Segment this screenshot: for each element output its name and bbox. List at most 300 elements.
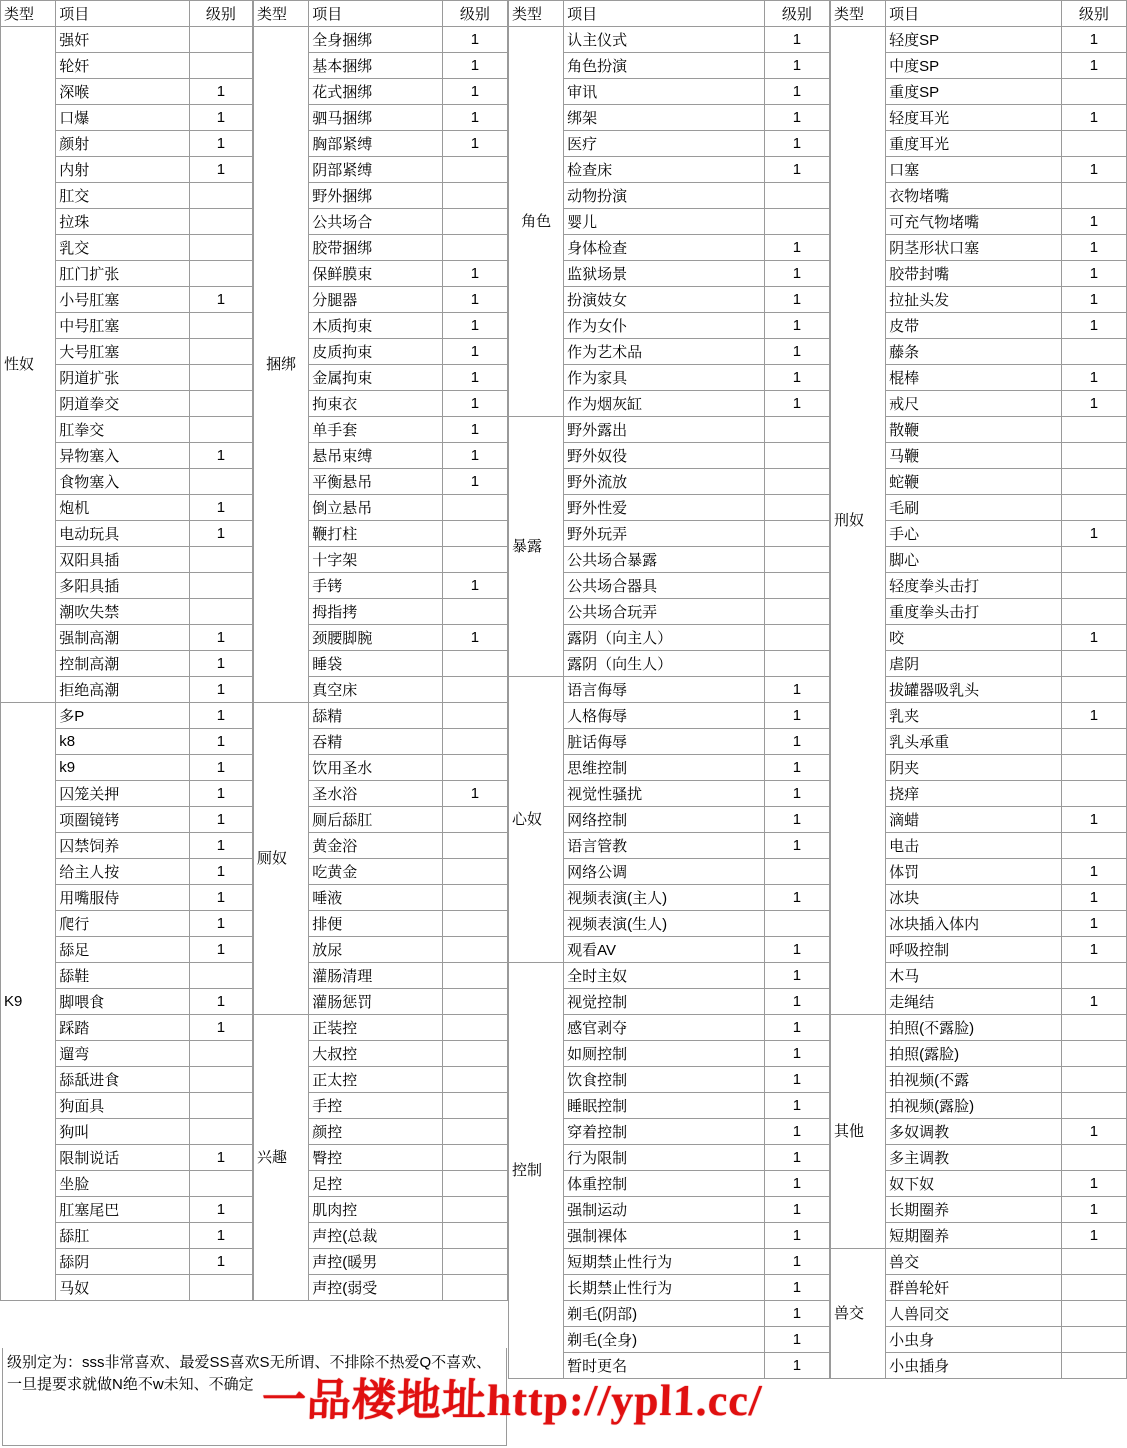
- level-value[interactable]: [442, 599, 507, 625]
- level-value[interactable]: 1: [1061, 859, 1126, 885]
- item-label: 正装控: [309, 1015, 443, 1041]
- item-label: 感官剥夺: [564, 1015, 765, 1041]
- level-value[interactable]: [442, 157, 507, 183]
- level-value[interactable]: 1: [764, 27, 829, 53]
- item-label: 颜射: [56, 131, 190, 157]
- level-value[interactable]: [1061, 781, 1126, 807]
- level-value[interactable]: [189, 1093, 252, 1119]
- level-value[interactable]: 1: [189, 833, 252, 859]
- level-value[interactable]: [1061, 963, 1126, 989]
- item-label: 项圈镜铐: [56, 807, 190, 833]
- level-value[interactable]: [442, 1015, 507, 1041]
- level-value[interactable]: [442, 807, 507, 833]
- item-label: 倒立悬吊: [309, 495, 443, 521]
- level-value[interactable]: 1: [1061, 1171, 1126, 1197]
- data-table: [508, 0, 830, 1379]
- category-label: 性奴: [1, 27, 56, 703]
- level-value[interactable]: [189, 1275, 252, 1301]
- level-value[interactable]: [1061, 599, 1126, 625]
- level-value[interactable]: 1: [764, 1093, 829, 1119]
- item-label: 脚喂食: [56, 989, 190, 1015]
- level-value[interactable]: 1: [442, 53, 507, 79]
- level-value[interactable]: 1: [442, 27, 507, 53]
- level-value[interactable]: 1: [1061, 105, 1126, 131]
- level-value[interactable]: [442, 885, 507, 911]
- level-value[interactable]: 1: [764, 833, 829, 859]
- item-label: 肌肉控: [309, 1197, 443, 1223]
- level-value[interactable]: [189, 1119, 252, 1145]
- item-label: 全时主奴: [564, 963, 765, 989]
- level-value[interactable]: 1: [764, 1171, 829, 1197]
- level-value[interactable]: 1: [1061, 27, 1126, 53]
- item-label: 长期圈养: [886, 1197, 1062, 1223]
- level-value[interactable]: 1: [764, 963, 829, 989]
- level-value[interactable]: 1: [442, 339, 507, 365]
- level-value[interactable]: 1: [1061, 235, 1126, 261]
- level-value[interactable]: [442, 1223, 507, 1249]
- table-row[interactable]: [831, 27, 1127, 53]
- level-value[interactable]: [1061, 1067, 1126, 1093]
- item-label: 舔阴: [56, 1249, 190, 1275]
- level-value[interactable]: 1: [442, 469, 507, 495]
- item-label: 肛塞尾巴: [56, 1197, 190, 1223]
- level-value[interactable]: 1: [764, 781, 829, 807]
- item-label: 野外性爱: [564, 495, 765, 521]
- level-value[interactable]: [764, 625, 829, 651]
- level-value[interactable]: [764, 183, 829, 209]
- level-value[interactable]: 1: [189, 1015, 252, 1041]
- item-label: 睡袋: [309, 651, 443, 677]
- level-value[interactable]: [189, 1067, 252, 1093]
- item-label: 视频表演(生人): [564, 911, 765, 937]
- level-value[interactable]: [442, 833, 507, 859]
- category-label: 捆绑: [254, 27, 309, 703]
- item-label: 野外捆绑: [309, 183, 443, 209]
- level-value[interactable]: [764, 573, 829, 599]
- item-label: 如厕控制: [564, 1041, 765, 1067]
- level-value[interactable]: [442, 1067, 507, 1093]
- level-value[interactable]: 1: [1061, 261, 1126, 287]
- level-value[interactable]: 1: [764, 885, 829, 911]
- level-value[interactable]: 1: [764, 1275, 829, 1301]
- item-label: 食物塞入: [56, 469, 190, 495]
- level-value[interactable]: 1: [764, 53, 829, 79]
- level-value[interactable]: 1: [442, 391, 507, 417]
- column-header-category: 类型: [1, 1, 56, 27]
- level-value[interactable]: [1061, 1041, 1126, 1067]
- level-value[interactable]: [1061, 1275, 1126, 1301]
- item-label: 动物扮演: [564, 183, 765, 209]
- level-value[interactable]: [764, 209, 829, 235]
- level-value[interactable]: [442, 495, 507, 521]
- item-label: 双阳具插: [56, 547, 190, 573]
- table-row[interactable]: [509, 677, 830, 703]
- item-label: 炮机: [56, 495, 190, 521]
- level-value[interactable]: [1061, 1301, 1126, 1327]
- level-value[interactable]: [1061, 183, 1126, 209]
- level-value[interactable]: 1: [764, 261, 829, 287]
- level-value[interactable]: 1: [764, 313, 829, 339]
- level-value[interactable]: [189, 365, 252, 391]
- level-value[interactable]: [1061, 79, 1126, 105]
- level-value[interactable]: 1: [189, 1197, 252, 1223]
- level-value[interactable]: [442, 937, 507, 963]
- item-label: 兽交: [886, 1249, 1062, 1275]
- level-value[interactable]: 1: [764, 1249, 829, 1275]
- item-label: 思维控制: [564, 755, 765, 781]
- item-label: 金属拘束: [309, 365, 443, 391]
- level-value[interactable]: 1: [764, 1041, 829, 1067]
- item-label: 颈腰脚腕: [309, 625, 443, 651]
- level-value[interactable]: 1: [189, 807, 252, 833]
- level-value[interactable]: 1: [764, 1119, 829, 1145]
- table-header-row: [831, 1, 1127, 27]
- level-value[interactable]: 1: [764, 105, 829, 131]
- level-value[interactable]: 1: [189, 1249, 252, 1275]
- level-value[interactable]: 1: [764, 235, 829, 261]
- table-row[interactable]: [509, 27, 830, 53]
- level-value[interactable]: [764, 599, 829, 625]
- level-value[interactable]: [442, 209, 507, 235]
- item-label: 散鞭: [886, 417, 1062, 443]
- level-value[interactable]: 1: [1061, 365, 1126, 391]
- item-label: 剃毛(全身): [564, 1327, 765, 1353]
- level-value[interactable]: 1: [1061, 885, 1126, 911]
- level-value[interactable]: [1061, 547, 1126, 573]
- level-value[interactable]: [189, 53, 252, 79]
- item-label: 睡眠控制: [564, 1093, 765, 1119]
- level-value[interactable]: 1: [442, 79, 507, 105]
- level-value[interactable]: [442, 729, 507, 755]
- item-label: 吞精: [309, 729, 443, 755]
- item-label: 马鞭: [886, 443, 1062, 469]
- level-value[interactable]: [442, 1171, 507, 1197]
- level-value[interactable]: 1: [764, 1067, 829, 1093]
- level-value[interactable]: [764, 417, 829, 443]
- level-value[interactable]: 1: [1061, 1197, 1126, 1223]
- item-label: 拔罐器吸乳头: [886, 677, 1062, 703]
- level-value[interactable]: 1: [1061, 911, 1126, 937]
- level-value[interactable]: 1: [1061, 313, 1126, 339]
- level-value[interactable]: [764, 521, 829, 547]
- level-value[interactable]: 1: [1061, 157, 1126, 183]
- level-value[interactable]: [189, 417, 252, 443]
- item-label: 阴茎形状口塞: [886, 235, 1062, 261]
- item-label: 短期禁止性行为: [564, 1249, 765, 1275]
- level-value[interactable]: [1061, 677, 1126, 703]
- category-label: 厕奴: [254, 703, 309, 1015]
- level-value[interactable]: [1061, 573, 1126, 599]
- level-value[interactable]: [442, 183, 507, 209]
- level-value[interactable]: 1: [442, 105, 507, 131]
- level-value[interactable]: 1: [764, 1353, 829, 1379]
- level-value[interactable]: [764, 469, 829, 495]
- level-value[interactable]: 1: [189, 521, 252, 547]
- level-value[interactable]: 1: [189, 443, 252, 469]
- level-value[interactable]: 1: [764, 1015, 829, 1041]
- level-value[interactable]: 1: [189, 729, 252, 755]
- item-label: 棍棒: [886, 365, 1062, 391]
- level-value[interactable]: 1: [1061, 209, 1126, 235]
- item-label: 臀控: [309, 1145, 443, 1171]
- level-value[interactable]: 1: [764, 365, 829, 391]
- level-value[interactable]: 1: [764, 937, 829, 963]
- item-label: 阴部紧缚: [309, 157, 443, 183]
- level-value[interactable]: 1: [764, 807, 829, 833]
- level-value[interactable]: [442, 755, 507, 781]
- column-header-category: 类型: [254, 1, 309, 27]
- level-value[interactable]: [1061, 729, 1126, 755]
- level-value[interactable]: [189, 963, 252, 989]
- level-value[interactable]: 1: [189, 677, 252, 703]
- level-value[interactable]: 1: [1061, 391, 1126, 417]
- level-value[interactable]: [1061, 1327, 1126, 1353]
- level-value[interactable]: 1: [189, 911, 252, 937]
- item-label: 灌肠清理: [309, 963, 443, 989]
- level-value[interactable]: 1: [442, 573, 507, 599]
- level-value[interactable]: 1: [442, 781, 507, 807]
- level-value[interactable]: [764, 547, 829, 573]
- level-value[interactable]: 1: [189, 1223, 252, 1249]
- level-value[interactable]: 1: [189, 885, 252, 911]
- table-row[interactable]: [509, 417, 830, 443]
- level-value[interactable]: 1: [189, 781, 252, 807]
- level-value[interactable]: [189, 1171, 252, 1197]
- data-table: [830, 0, 1127, 1379]
- level-value[interactable]: [189, 1041, 252, 1067]
- column-block: [0, 0, 253, 1301]
- level-value[interactable]: [442, 651, 507, 677]
- level-value[interactable]: [764, 651, 829, 677]
- item-label: 拇指拷: [309, 599, 443, 625]
- item-label: 用嘴服侍: [56, 885, 190, 911]
- level-value[interactable]: [442, 1119, 507, 1145]
- item-label: 藤条: [886, 339, 1062, 365]
- item-label: 走绳结: [886, 989, 1062, 1015]
- level-value[interactable]: 1: [764, 1145, 829, 1171]
- level-value[interactable]: 1: [764, 287, 829, 313]
- level-value[interactable]: 1: [764, 1197, 829, 1223]
- level-value[interactable]: 1: [189, 755, 252, 781]
- level-value[interactable]: 1: [189, 105, 252, 131]
- level-value[interactable]: [1061, 469, 1126, 495]
- item-label: 体罚: [886, 859, 1062, 885]
- level-value[interactable]: 1: [764, 703, 829, 729]
- level-value[interactable]: 1: [189, 937, 252, 963]
- level-value[interactable]: [1061, 1015, 1126, 1041]
- level-value[interactable]: 1: [764, 1223, 829, 1249]
- level-value[interactable]: 1: [764, 1301, 829, 1327]
- level-value[interactable]: 1: [189, 651, 252, 677]
- item-label: 中度SP: [886, 53, 1062, 79]
- level-value[interactable]: [1061, 1353, 1126, 1379]
- level-value[interactable]: 1: [442, 365, 507, 391]
- level-value[interactable]: [189, 547, 252, 573]
- level-value[interactable]: [442, 1197, 507, 1223]
- level-value[interactable]: 1: [442, 261, 507, 287]
- item-label: 重度耳光: [886, 131, 1062, 157]
- table-row[interactable]: [254, 703, 508, 729]
- level-value[interactable]: 1: [189, 157, 252, 183]
- item-label: 控制高潮: [56, 651, 190, 677]
- level-value[interactable]: [189, 573, 252, 599]
- item-label: 口爆: [56, 105, 190, 131]
- level-value[interactable]: 1: [764, 989, 829, 1015]
- level-value[interactable]: [189, 27, 252, 53]
- item-label: 长期禁止性行为: [564, 1275, 765, 1301]
- level-value[interactable]: [442, 1041, 507, 1067]
- level-value[interactable]: [442, 1275, 507, 1301]
- table-row[interactable]: [1, 703, 253, 729]
- level-value[interactable]: [442, 911, 507, 937]
- level-value[interactable]: [1061, 833, 1126, 859]
- level-value[interactable]: [442, 235, 507, 261]
- level-value[interactable]: 1: [189, 287, 252, 313]
- table-row[interactable]: [831, 1015, 1127, 1041]
- level-value[interactable]: [442, 1145, 507, 1171]
- item-label: 野外露出: [564, 417, 765, 443]
- level-value[interactable]: [764, 911, 829, 937]
- item-label: 人兽同交: [886, 1301, 1062, 1327]
- level-value[interactable]: [1061, 651, 1126, 677]
- level-value[interactable]: [442, 703, 507, 729]
- level-value[interactable]: [442, 963, 507, 989]
- category-label: 兴趣: [254, 1015, 309, 1301]
- level-value[interactable]: [442, 677, 507, 703]
- level-value[interactable]: [189, 599, 252, 625]
- level-value[interactable]: 1: [1061, 521, 1126, 547]
- level-value[interactable]: [442, 859, 507, 885]
- table-row[interactable]: [254, 27, 508, 53]
- table-row[interactable]: [831, 1249, 1127, 1275]
- level-value[interactable]: [189, 261, 252, 287]
- item-label: 小虫插身: [886, 1353, 1062, 1379]
- item-label: 人格侮辱: [564, 703, 765, 729]
- level-value[interactable]: [189, 313, 252, 339]
- level-value[interactable]: [189, 469, 252, 495]
- item-label: 阴道扩张: [56, 365, 190, 391]
- item-label: 检查床: [564, 157, 765, 183]
- column-header-level: 级别: [764, 1, 829, 27]
- level-value[interactable]: 1: [1061, 703, 1126, 729]
- level-value[interactable]: [189, 235, 252, 261]
- level-value[interactable]: [764, 859, 829, 885]
- level-value[interactable]: [189, 391, 252, 417]
- level-value[interactable]: [1061, 495, 1126, 521]
- level-value[interactable]: 1: [1061, 287, 1126, 313]
- level-value[interactable]: 1: [189, 859, 252, 885]
- item-label: 重度SP: [886, 79, 1062, 105]
- item-label: 饮食控制: [564, 1067, 765, 1093]
- level-value[interactable]: [189, 209, 252, 235]
- level-value[interactable]: 1: [1061, 989, 1126, 1015]
- level-value[interactable]: [442, 1249, 507, 1275]
- level-value[interactable]: 1: [1061, 53, 1126, 79]
- level-value[interactable]: [764, 443, 829, 469]
- category-label: 其他: [831, 1015, 886, 1249]
- table-row[interactable]: [1, 27, 253, 53]
- level-value[interactable]: [1061, 755, 1126, 781]
- item-label: 深喉: [56, 79, 190, 105]
- level-value[interactable]: 1: [764, 1327, 829, 1353]
- item-label: 舔鞋: [56, 963, 190, 989]
- table-row[interactable]: [254, 1015, 508, 1041]
- item-label: 踩踏: [56, 1015, 190, 1041]
- level-value[interactable]: 1: [442, 287, 507, 313]
- level-value[interactable]: 1: [189, 703, 252, 729]
- level-value[interactable]: 1: [442, 417, 507, 443]
- item-label: 网络控制: [564, 807, 765, 833]
- item-label: 异物塞入: [56, 443, 190, 469]
- level-value[interactable]: 1: [189, 131, 252, 157]
- level-value[interactable]: [1061, 1093, 1126, 1119]
- level-value[interactable]: [1061, 443, 1126, 469]
- level-value[interactable]: 1: [764, 729, 829, 755]
- level-value[interactable]: 1: [764, 339, 829, 365]
- level-value[interactable]: 1: [764, 391, 829, 417]
- level-value[interactable]: [189, 339, 252, 365]
- table-row[interactable]: [509, 963, 830, 989]
- level-value[interactable]: 1: [442, 313, 507, 339]
- level-value[interactable]: 1: [1061, 625, 1126, 651]
- level-value[interactable]: 1: [1061, 937, 1126, 963]
- item-label: 视觉控制: [564, 989, 765, 1015]
- level-value[interactable]: [1061, 417, 1126, 443]
- item-label: 拉扯头发: [886, 287, 1062, 313]
- level-value[interactable]: [764, 495, 829, 521]
- level-value[interactable]: 1: [764, 131, 829, 157]
- item-label: 饮用圣水: [309, 755, 443, 781]
- level-value[interactable]: 1: [442, 443, 507, 469]
- item-label: 强制高潮: [56, 625, 190, 651]
- level-value[interactable]: 1: [189, 1145, 252, 1171]
- item-label: 舔足: [56, 937, 190, 963]
- item-label: 医疗: [564, 131, 765, 157]
- level-value[interactable]: 1: [764, 755, 829, 781]
- level-value[interactable]: 1: [442, 625, 507, 651]
- level-value[interactable]: [1061, 339, 1126, 365]
- level-value[interactable]: [1061, 131, 1126, 157]
- category-label: 角色: [509, 27, 564, 417]
- level-value[interactable]: 1: [1061, 807, 1126, 833]
- item-label: 足控: [309, 1171, 443, 1197]
- item-label: 拍照(露脸): [886, 1041, 1062, 1067]
- level-value[interactable]: 1: [189, 989, 252, 1015]
- level-value[interactable]: [1061, 1249, 1126, 1275]
- item-label: 重度拳头击打: [886, 599, 1062, 625]
- level-value[interactable]: 1: [1061, 1223, 1126, 1249]
- level-value[interactable]: [442, 521, 507, 547]
- level-value[interactable]: 1: [189, 625, 252, 651]
- level-value[interactable]: 1: [189, 495, 252, 521]
- item-label: 颜控: [309, 1119, 443, 1145]
- item-label: 狗叫: [56, 1119, 190, 1145]
- level-value[interactable]: 1: [764, 157, 829, 183]
- level-value[interactable]: [442, 1093, 507, 1119]
- item-label: 囚笼关押: [56, 781, 190, 807]
- level-value[interactable]: 1: [1061, 1119, 1126, 1145]
- level-value[interactable]: 1: [764, 79, 829, 105]
- level-value[interactable]: [442, 989, 507, 1015]
- item-label: 公共场合暴露: [564, 547, 765, 573]
- level-value[interactable]: 1: [442, 131, 507, 157]
- item-label: 强制裸体: [564, 1223, 765, 1249]
- level-value[interactable]: [1061, 1145, 1126, 1171]
- level-value[interactable]: 1: [189, 79, 252, 105]
- level-value[interactable]: [442, 547, 507, 573]
- level-value[interactable]: 1: [764, 677, 829, 703]
- level-value[interactable]: [189, 183, 252, 209]
